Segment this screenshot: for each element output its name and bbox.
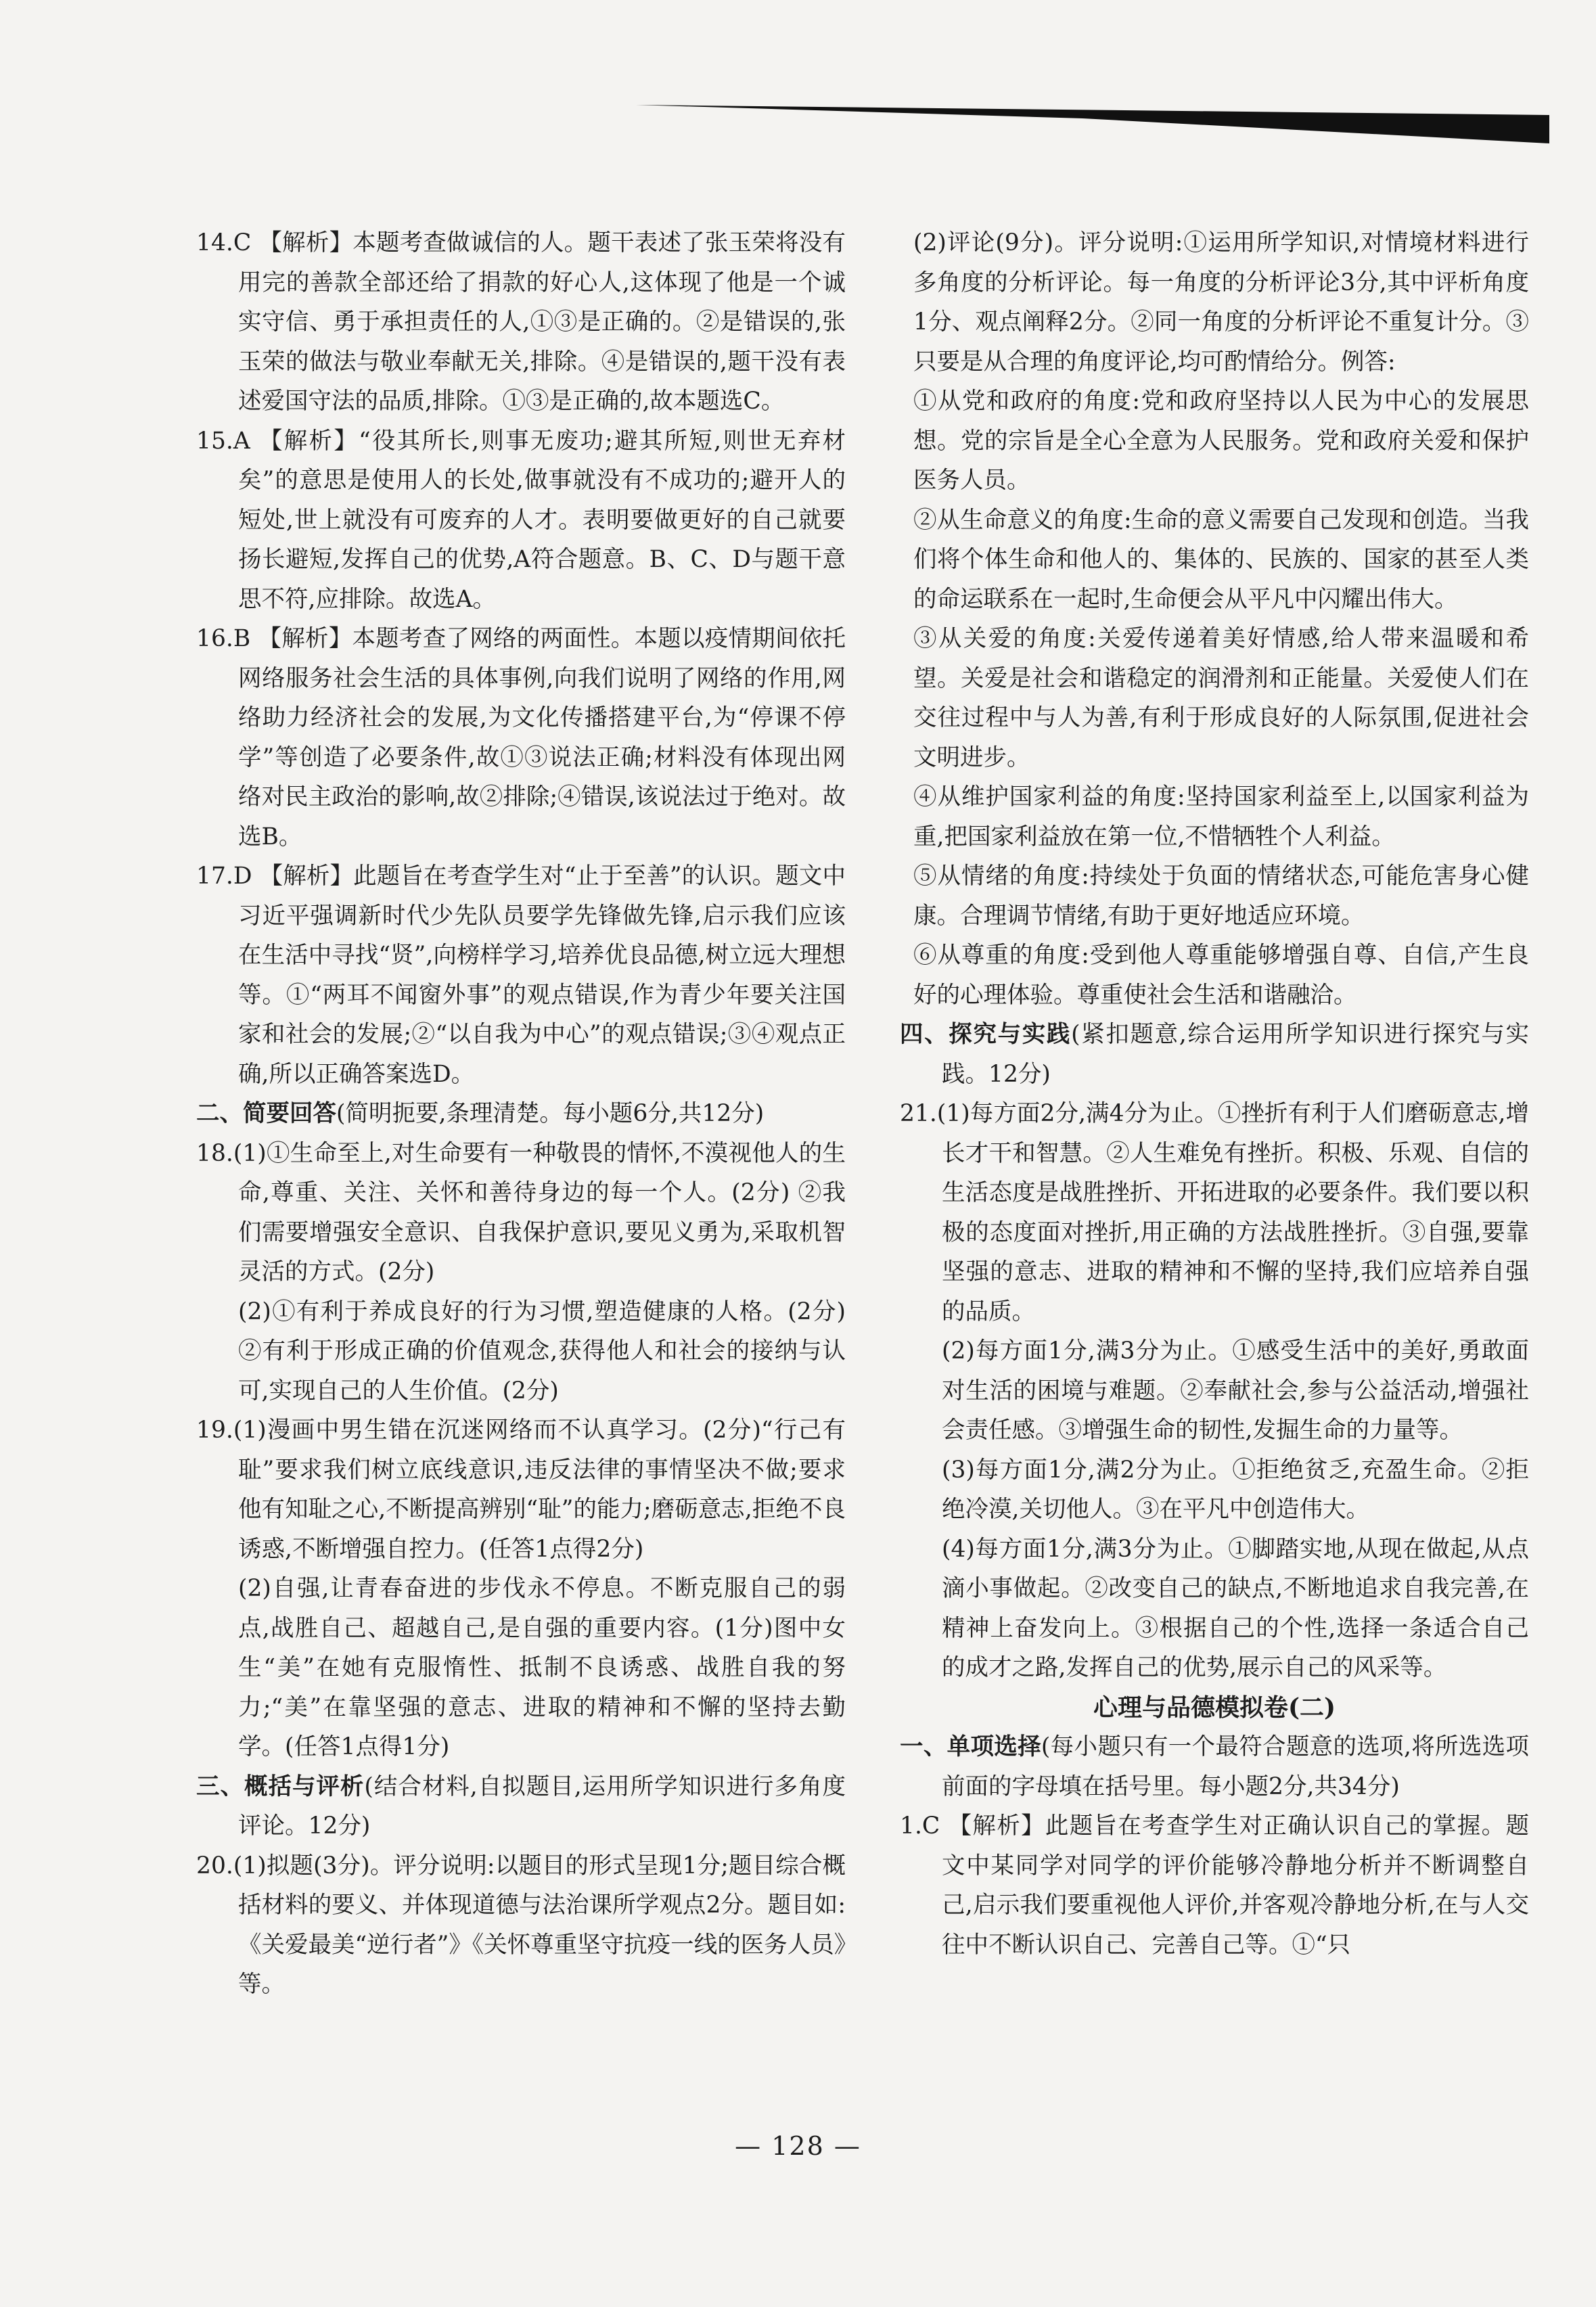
- paragraph-text: (2)①有利于养成良好的行为习惯,塑造健康的人格。(2分) ②有利于形成正确的价值观念,获得他人和社会的接纳与认可,实现自己的人生价值。(2分): [238, 1298, 846, 1404]
- paragraph-text: 17.D 【解析】此题旨在考查学生对“止于至善”的认识。题文中习近平强调新时代少先队员要学先锋做先锋,启示我们应该在生活中寻找“贤”,向榜样学习,培养优良品德,树立远大理想等。①“两耳不闻窗外事”的观点错误,作为青少年要关注国家和社会的发展;②“以自我为中心”的观点错误;③④观点正确,所以正确答案选D。: [196, 863, 846, 1088]
- paragraph-text: (3)每方面1分,满2分为止。①拒绝贫乏,充盈生命。②拒绝冷漠,关切他人。③在平凡中创造伟大。: [942, 1456, 1529, 1523]
- right-column-paragraph: [900, 1331, 1529, 1451]
- paragraph-text: (4)每方面1分,满3分为止。①脚踏实地,从现在做起,从点滴小事做起。②改变自己的缺点,不断地追求自我完善,在精神上奋发向上。③根据自己的个性,选择一条适合自己的成才之路,发挥自己的优势,展示自己的风采等。: [942, 1535, 1529, 1681]
- paragraph-text: (结合材料,自拟题目,运用所学知识进行多角度评论。12分): [238, 1773, 846, 1840]
- left-column-paragraph: [196, 1292, 846, 1411]
- right-column-paragraph: [900, 223, 1529, 382]
- paragraph-text: 18.(1)①生命至上,对生命要有一种敬畏的情怀,不漠视他人的生命,尊重、关注、关怀和善待身边的每一个人。(2分) ②我们需要增强安全意识、自我保护意识,要见义勇为,采取机智灵活的方式。(2分): [196, 1139, 846, 1285]
- right-column-paragraph: [900, 1806, 1529, 1965]
- right-column-paragraph: [900, 1530, 1529, 1688]
- paragraph-text: ⑤从情绪的角度:持续处于负面的情绪状态,可能危害身心健康。合理调节情绪,有助于更好地适应环境。: [913, 863, 1529, 930]
- left-column-paragraph: [196, 223, 846, 421]
- paragraph-text: 心理与品德模拟卷(二): [1093, 1693, 1336, 1722]
- left-column-paragraph: [196, 1569, 846, 1767]
- left-column-paragraph: [196, 1094, 846, 1134]
- left-column: [196, 223, 846, 2005]
- paragraph-text: (紧扣题意,综合运用所学知识进行探究与实践。12分): [942, 1021, 1529, 1088]
- right-column-paragraph: [900, 1451, 1529, 1530]
- left-column-paragraph: [196, 1134, 846, 1292]
- paragraph-text: 15.A 【解析】“役其所长,则事无废功;避其所短,则世无弃材矣”的意思是使用人的长处,做事就没有不成功的;避开人的短处,世上就没有可废弃的人才。表明要做更好的自己就要扬长避短,发挥自己的优势,A符合题意。B、C、D与题干意思不符,应排除。故选A。: [196, 427, 846, 613]
- paragraph-text: ③从关爱的角度:关爱传递着美好情感,给人带来温暖和希望。关爱是社会和谐稳定的润滑剂和正能量。关爱使人们在交往过程中与人为善,有利于形成良好的人际氛围,促进社会文明进步。: [913, 625, 1529, 771]
- paragraph-text: ①从党和政府的角度:党和政府坚持以人民为中心的发展思想。党的宗旨是全心全意为人民服务。党和政府关爱和保护医务人员。: [913, 388, 1529, 494]
- paragraph-text: 14.C 【解析】本题考查做诚信的人。题干表述了张玉荣将没有用完的善款全部还给了捐款的好心人,这体现了他是一个诚实守信、勇于承担责任的人,①③是正确的。②是错误的,张玉荣的做法与敬业奉献无关,排除。④是错误的,题干没有表述爱国守法的品质,排除。①③是正确的,故本题选C。: [196, 229, 846, 415]
- scan-shadow-wedge: [0, 0, 1596, 156]
- left-column-paragraph: [196, 421, 846, 620]
- paragraph-text: ②从生命意义的角度:生命的意义需要自己发现和创造。当我们将个体生命和他人的、集体的、民族的、国家的甚至人类的命运联系在一起时,生命便会从平凡中闪耀出伟大。: [913, 506, 1529, 613]
- section-heading: 一、单项选择: [900, 1733, 1041, 1760]
- right-column-paragraph: [900, 1688, 1529, 1728]
- section-heading: 三、概括与评析: [196, 1773, 365, 1800]
- right-column: [900, 223, 1529, 1965]
- paragraph-text: ④从维护国家利益的角度:坚持国家利益至上,以国家利益为重,把国家利益放在第一位,不惜牺牲个人利益。: [913, 783, 1529, 850]
- right-column-paragraph: [900, 501, 1529, 620]
- left-column-paragraph: [196, 619, 846, 856]
- paragraph-text: (每小题只有一个最符合题意的选项,将所选选项前面的字母填在括号里。每小题2分,共34分): [942, 1733, 1529, 1800]
- right-column-paragraph: [900, 777, 1529, 856]
- paragraph-text: 16.B 【解析】本题考查了网络的两面性。本题以疫情期间依托网络服务社会生活的具体事例,向我们说明了网络的作用,网络助力经济社会的发展,为文化传播搭建平台,为“停课不停学”等创造了必要条件,故①③说法正确;材料没有体现出网络对民主政治的影响,故②排除;④错误,该说法过于绝对。故选B。: [196, 625, 846, 850]
- paragraph-text: 20.(1)拟题(3分)。评分说明:以题目的形式呈现1分;题目综合概括材料的要义、并体现道德与法治课所学观点2分。题目如:《关爱最美“逆行者”》《关怀尊重坚守抗疫一线的医务人员》等。: [196, 1852, 846, 1998]
- section-heading: 四、探究与实践: [900, 1021, 1072, 1048]
- paragraph-text: (2)自强,让青春奋进的步伐永不停息。不断克服自己的弱点,战胜自己、超越自己,是自强的重要内容。(1分)图中女生“美”在她有克服惰性、抵制不良诱惑、战胜自我的努力;“美”在靠坚强的意志、进取的精神和不懈的坚持去勤学。(任答1点得1分): [238, 1575, 846, 1760]
- left-column-paragraph: [196, 856, 846, 1094]
- left-column-paragraph: [196, 1767, 846, 1846]
- page-number: — 128 —: [735, 2131, 861, 2161]
- right-column-paragraph: [900, 1015, 1529, 1094]
- right-column-paragraph: [900, 936, 1529, 1015]
- right-column-paragraph: [900, 1727, 1529, 1806]
- left-column-paragraph: [196, 1411, 846, 1569]
- right-column-paragraph: [900, 382, 1529, 501]
- paragraph-text: (2)评论(9分)。评分说明:①运用所学知识,对情境材料进行多角度的分析评论。每一角度的分析评论3分,其中评析角度1分、观点阐释2分。②同一角度的分析评论不重复计分。③只要是从合理的角度评论,均可酌情给分。例答:: [913, 229, 1529, 375]
- right-column-paragraph: [900, 619, 1529, 777]
- paragraph-text: (2)每方面1分,满3分为止。①感受生活中的美好,勇敢面对生活的困境与难题。②奉献社会,参与公益活动,增强社会责任感。③增强生命的韧性,发掘生命的力量等。: [942, 1338, 1529, 1444]
- paragraph-text: 19.(1)漫画中男生错在沉迷网络而不认真学习。(2分)“行己有耻”要求我们树立底线意识,违反法律的事情坚决不做;要求他有知耻之心,不断提高辨别“耻”的能力;磨砺意志,拒绝不良诱惑,不断增强自控力。(任答1点得2分): [196, 1417, 846, 1563]
- section-heading: 二、简要回答: [196, 1100, 336, 1127]
- right-column-paragraph: [900, 856, 1529, 936]
- right-column-paragraph: [900, 1094, 1529, 1331]
- left-column-paragraph: [196, 1846, 846, 2005]
- paragraph-text: 1.C 【解析】此题旨在考查学生对正确认识自己的掌握。题文中某同学对同学的评价能够冷静地分析并不断调整自己,启示我们要重视他人评价,并客观冷静地分析,在与人交往中不断认识自己、完善自己等。①“只: [900, 1812, 1529, 1959]
- paragraph-text: 21.(1)每方面2分,满4分为止。①挫折有利于人们磨砺意志,增长才干和智慧。②人生难免有挫折。积极、乐观、自信的生活态度是战胜挫折、开拓进取的必要条件。我们要以积极的态度面对挫折,用正确的方法战胜挫折。③自强,要靠坚强的意志、进取的精神和不懈的坚持,我们应培养自强的品质。: [900, 1100, 1529, 1325]
- paragraph-text: ⑥从尊重的角度:受到他人尊重能够增强自尊、自信,产生良好的心理体验。尊重使社会生活和谐融洽。: [913, 942, 1529, 1009]
- paragraph-text: (简明扼要,条理清楚。每小题6分,共12分): [336, 1100, 765, 1127]
